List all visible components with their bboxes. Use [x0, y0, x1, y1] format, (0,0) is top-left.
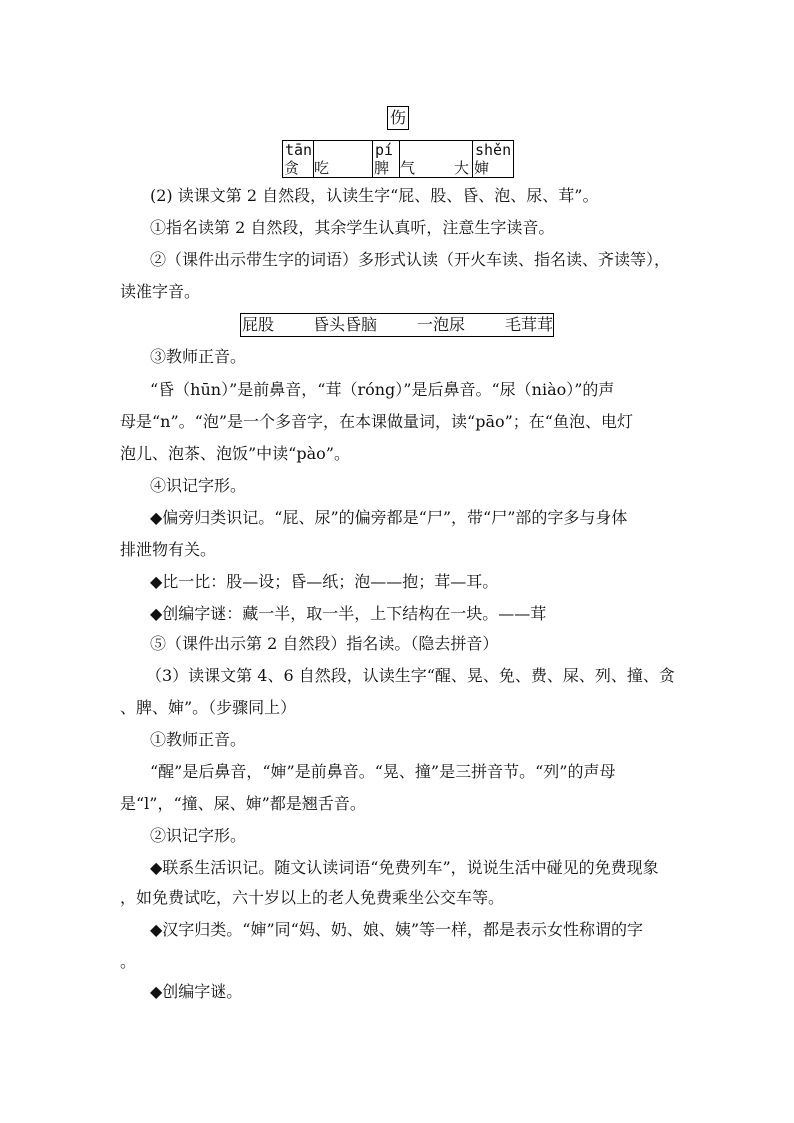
- paragraph: “醒”是后鼻音，“婶”是前鼻音。“晃、撞”是三拼音节。“列”的声母: [150, 762, 616, 781]
- paragraph: ，如免费试吃，六十岁以上的老人免费乘坐公交车等。: [120, 888, 505, 907]
- paragraph: ◆比一比：股—设；昏—纸；泡——抱；茸—耳。: [150, 572, 499, 591]
- character: 脾: [374, 159, 390, 177]
- character: 大: [454, 159, 470, 177]
- paragraph: ◆偏旁归类识记。“屁、尿”的偏旁都是“尸”，带“尸”部的字多与身体: [150, 508, 628, 527]
- paragraph: ◆创编字谜：藏一半，取一半，上下结构在一块。——茸: [150, 604, 547, 623]
- paragraph: ◆创编字谜。: [150, 982, 243, 1001]
- pinyin-text: pí: [375, 141, 394, 159]
- paragraph: ⑤（课件出示第 2 自然段）指名读。（隐去拼音）: [150, 634, 499, 653]
- pinyin-text: tān: [285, 141, 313, 159]
- word: 毛茸茸: [505, 315, 554, 334]
- word-box: [240, 313, 554, 337]
- paragraph: ◆汉字归类。“婶”同“妈、奶、娘、姨”等一样，都是表示女性称谓的字: [150, 920, 644, 939]
- paragraph: ①教师正音。: [150, 730, 247, 749]
- pinyin-cell-tan: [282, 140, 314, 178]
- character: 气: [400, 159, 416, 177]
- paragraph: ③教师正音。: [150, 347, 247, 366]
- paragraph: （3）读课文第 4、6 自然段，认读生字“醒、晃、免、费、屎、列、撞、贪: [146, 666, 675, 685]
- word: 屁股: [242, 315, 275, 334]
- paragraph: 。: [120, 952, 137, 971]
- pinyin-cell-chi: [312, 140, 373, 178]
- word: 昏头昏脑: [313, 315, 378, 334]
- paragraph: (2) 读课文第 2 自然段，认读生字“屁、股、昏、泡、尿、茸”。: [150, 186, 599, 205]
- pinyin-cell-shen: [472, 140, 514, 178]
- pinyin-cell-qi-da: [398, 140, 473, 178]
- paragraph: 是“l”，“撞、屎、婶”都是翘舌音。: [120, 794, 366, 813]
- paragraph: 排泄物有关。: [120, 540, 217, 559]
- paragraph: ①指名读第 2 自然段，其余学生认真听，注意生字读音。: [150, 218, 555, 237]
- paragraph: 读准字音。: [120, 282, 201, 301]
- paragraph: ②识记字形。: [150, 826, 247, 845]
- paragraph: ④识记字形。: [150, 476, 247, 495]
- paragraph: 泡儿、泡茶、泡饭”中读“pào”。: [120, 444, 350, 463]
- paragraph: “昏（hūn）”是前鼻音，“茸（róng）”是后鼻音。“尿（niào）”的声: [150, 380, 615, 399]
- pinyin-word-row: [282, 140, 514, 178]
- paragraph: 母是“n”。“泡”是一个多音字，在本课做量词，读“pāo”；在“鱼泡、电灯: [120, 412, 633, 431]
- pinyin-text: shěn: [475, 141, 512, 159]
- boxed-character: 伤: [387, 106, 409, 130]
- paragraph: ◆联系生活识记。随文认读词语“免费列车”，说说生活中碰见的免费现象: [150, 858, 659, 877]
- pinyin-cell-pi: [372, 140, 400, 178]
- paragraph: 、脾、婶”。（步骤同上）: [120, 698, 297, 717]
- word: 一泡尿: [417, 315, 466, 334]
- paragraph: ②（课件出示带生字的词语）多形式认读（开火车读、指名读、齐读等），: [150, 250, 671, 269]
- character: 婶: [474, 159, 490, 177]
- character: 吃: [314, 159, 330, 177]
- character: 贪: [284, 159, 300, 177]
